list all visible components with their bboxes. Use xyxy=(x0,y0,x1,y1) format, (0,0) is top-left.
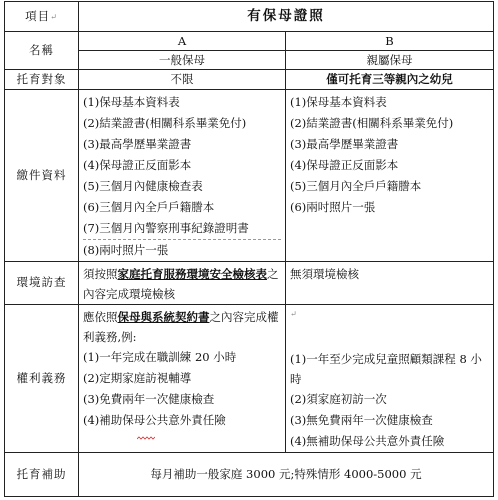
documents-b-item: (2)結業證書(相關科系畢業免付) xyxy=(290,116,454,130)
rights-a-item: (1)一年完成在職訓練 20 小時 xyxy=(83,350,237,364)
target-b-cell xyxy=(286,70,494,90)
visit-a-cell xyxy=(79,262,286,305)
target-label-cell xyxy=(5,70,79,90)
visit-a-text xyxy=(83,264,281,304)
documents-a-item: (2)結業證書(相關科系畢業免付) xyxy=(83,116,247,130)
table-title: 有保母證照 xyxy=(247,7,325,24)
documents-row xyxy=(5,90,494,262)
name-a-cell xyxy=(79,32,286,70)
rights-label-cell xyxy=(5,305,79,453)
rights-a-cell xyxy=(79,305,286,453)
squiggle-row xyxy=(83,431,281,443)
rights-b-item: (4)無補助保母公共意外責任險 xyxy=(290,434,445,448)
table-title-cell xyxy=(79,2,494,32)
paragraph-mark-icon: ↵ xyxy=(50,12,58,22)
documents-a-item: (8)兩吋照片一張 xyxy=(83,239,281,261)
paragraph-mark-icon: ↵ xyxy=(290,309,297,319)
rights-b-blank xyxy=(290,307,489,328)
documents-a-item: (5)三個月內健康檢查表 xyxy=(83,179,203,193)
rights-a-item: (2)定期家庭訪視輔導 xyxy=(83,371,192,385)
documents-a-item: (6)三個月內全戶戶籍謄本 xyxy=(83,200,215,214)
rights-row xyxy=(5,305,494,453)
target-row xyxy=(5,70,494,90)
documents-label-cell xyxy=(5,90,79,262)
target-label: 托育對象 xyxy=(16,71,67,86)
target-b-value: 僅可托育三等親內之幼兒 xyxy=(326,71,453,86)
visit-row xyxy=(5,262,494,305)
safety-checklist-doc-name: 家庭托育服務環境安全檢核表 xyxy=(117,267,267,281)
subsidy-label-cell xyxy=(5,453,79,497)
subsidy-value-cell xyxy=(79,453,494,497)
documents-a-item: (7)三個月內警察刑事紀錄證明書 xyxy=(83,221,249,235)
documents-b-item: (3)最高學歷畢業證書 xyxy=(290,137,399,151)
column-a-code: A xyxy=(177,34,187,48)
name-label: 名稱 xyxy=(29,42,54,57)
documents-b-item: (5)三個月內全戶戶籍謄本 xyxy=(290,179,422,193)
childcare-comparison-table xyxy=(4,1,494,497)
rights-a-intro-suffix: 之內容完成權利義務,例: xyxy=(83,310,279,344)
subsidy-row xyxy=(5,453,494,497)
spellcheck-squiggle-icon xyxy=(137,436,155,440)
name-row xyxy=(5,32,494,70)
documents-a-item: (4)保母證正反面影本 xyxy=(83,158,192,172)
target-a-cell xyxy=(79,70,286,90)
target-a-value: 不限 xyxy=(170,71,194,86)
visit-b-value: 無須環境檢核 xyxy=(290,267,359,281)
name-b-cell xyxy=(286,32,494,70)
rights-a-item: (3)免費兩年一次健康檢查 xyxy=(83,392,215,406)
visit-label-cell xyxy=(5,262,79,305)
name-label-cell xyxy=(5,32,79,70)
documents-b-item: (1)保母基本資料表 xyxy=(290,95,387,109)
item-header-cell xyxy=(5,2,79,32)
subsidy-value: 每月補助一般家庭 3000 元;特殊情形 4000-5000 元 xyxy=(150,466,422,481)
documents-a-item: (1)保母基本資料表 xyxy=(83,95,180,109)
documents-b-item: (4)保母證正反面影本 xyxy=(290,158,399,172)
rights-a-item: (4)補助保母公共意外責任險 xyxy=(83,413,226,427)
column-b-name: 親屬保母 xyxy=(286,50,493,69)
rights-b-cell xyxy=(286,305,494,453)
column-a-name: 一般保母 xyxy=(79,50,285,69)
rights-a-intro xyxy=(83,307,281,347)
rights-b-blank xyxy=(290,328,489,349)
rights-b-item: (3)無免費兩年一次健康檢查 xyxy=(290,413,433,427)
contract-doc-name: 保母與系統契約書 xyxy=(117,310,210,324)
visit-a-prefix: 須按照 xyxy=(83,267,118,281)
column-b-code: B xyxy=(385,34,394,48)
documents-a-item: (3)最高學歷畢業證書 xyxy=(83,137,192,151)
subsidy-label: 托育補助 xyxy=(16,466,67,481)
rights-label: 權利義務 xyxy=(16,370,67,385)
rights-a-intro-prefix: 應依照 xyxy=(83,310,118,324)
documents-b-item: (6)兩吋照片一張 xyxy=(290,200,376,214)
visit-a-suffix: 之內容完成環境檢核 xyxy=(83,267,279,301)
documents-label: 繳件資料 xyxy=(16,167,67,182)
visit-label: 環境訪查 xyxy=(16,275,67,290)
rights-b-item: (1)一年至少完成兒童照顧類課程 8 小時 xyxy=(290,352,482,386)
visit-b-cell xyxy=(286,262,494,305)
header-row xyxy=(5,2,494,32)
documents-a-cell xyxy=(79,90,286,262)
rights-b-item: (2)須家庭初訪一次 xyxy=(290,392,387,406)
documents-b-cell xyxy=(286,90,494,262)
item-header-label: 項目 xyxy=(25,8,51,23)
